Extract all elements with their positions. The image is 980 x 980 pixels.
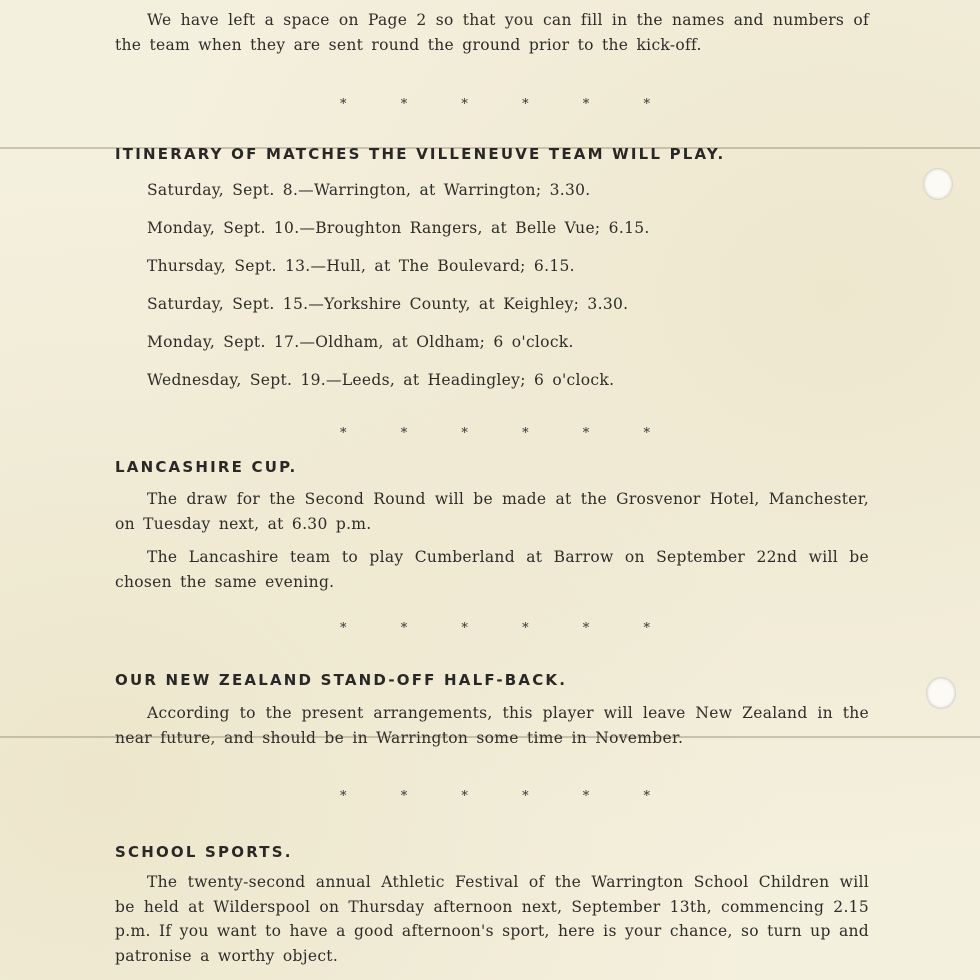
separator-star: * [400,789,408,804]
lancashire-cup-heading: LANCASHIRE CUP. [115,458,298,476]
separator-star: * [340,621,347,636]
separator-star: * [461,621,468,636]
separator-star: * [400,97,408,112]
match-line: Saturday, Sept. 15.—Yorkshire County, at Keighley; 3.30. [147,295,629,313]
separator-star: * [643,789,650,804]
match-line: Saturday, Sept. 8.—Warrington, at Warrington; 3.30. [147,181,591,199]
match-line: Monday, Sept. 10.—Broughton Rangers, at Belle Vue; 6.15. [147,219,650,237]
itinerary-heading: ITINERARY OF MATCHES THE VILLENEUVE TEAM WILL PLAY. [115,145,726,163]
separator-star: * [461,789,468,804]
separator-star: * [582,426,590,441]
separator-star: * [522,97,529,112]
separator-1 [340,97,650,112]
school-sports-paragraph: The twenty-second annual Athletic Festival of the Warrington School Children will be held at Wilderspool on Thursday afternoon next, September 13th, commencing 2.15 p.m. If you want to have a good afternoon's sport, here is your chance, so turn up and patronise a worthy object. [115,873,869,965]
match-line: Wednesday, Sept. 19.—Leeds, at Headingley; 6 o'clock. [147,371,615,389]
new-zealand-heading: OUR NEW ZEALAND STAND-OFF HALF-BACK. [115,671,568,689]
separator-star: * [340,426,347,441]
separator-star: * [340,789,347,804]
school-sports-heading: SCHOOL SPORTS. [115,843,293,861]
match-line: Monday, Sept. 17.—Oldham, at Oldham; 6 o'clock. [147,333,574,351]
separator-star: * [582,97,590,112]
separator-star: * [643,97,650,112]
separator-star: * [582,789,590,804]
separator-star: * [643,426,650,441]
lancashire-cup-paragraph: The draw for the Second Round will be made at the Grosvenor Hotel, Manchester, on Tuesday next, at 6.30 p.m. [115,490,869,533]
separator-4 [340,789,650,804]
separator-star: * [582,621,590,636]
separator-star: * [643,621,650,636]
separator-star: * [522,789,529,804]
separator-star: * [461,97,468,112]
punch-hole-top [923,168,953,200]
lancashire-cup-paragraph: The Lancashire team to play Cumberland at Barrow on September 22nd will be chosen the same evening. [115,548,869,591]
separator-3 [340,621,650,636]
separator-star: * [522,621,529,636]
match-line: Thursday, Sept. 13.—Hull, at The Boulevard; 6.15. [147,257,575,275]
separator-star: * [461,426,468,441]
separator-star: * [400,621,408,636]
separator-2 [340,426,650,441]
punch-hole-bottom [926,677,956,709]
separator-star: * [400,426,408,441]
intro-paragraph: We have left a space on Page 2 so that you can fill in the names and numbers of the team when they are sent round the ground prior to the kick-off. [115,11,869,54]
new-zealand-paragraph: According to the present arrangements, this player will leave New Zealand in the near future, and should be in Warrington some time in November. [115,704,869,747]
separator-star: * [340,97,347,112]
separator-star: * [522,426,529,441]
